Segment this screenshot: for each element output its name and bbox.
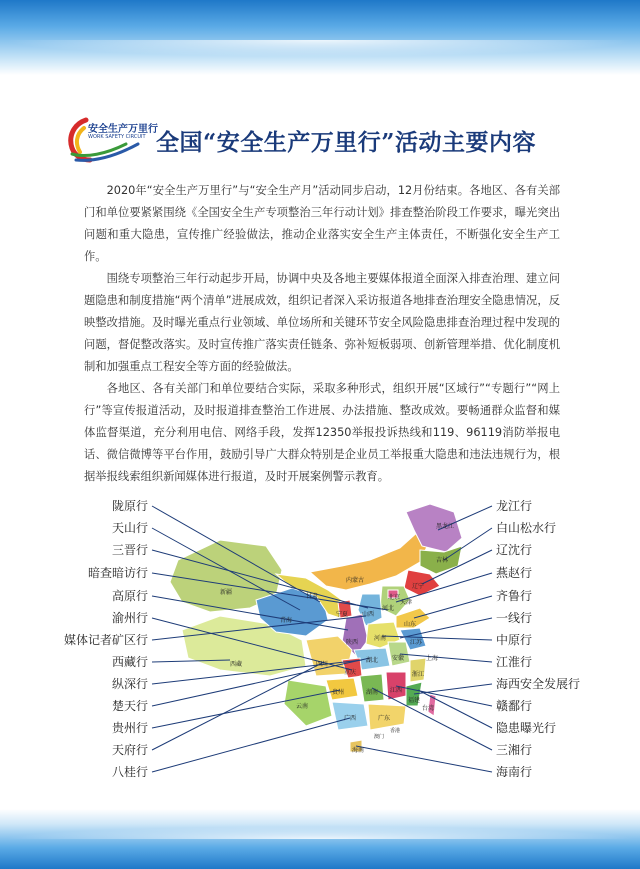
province-label: 内蒙古 bbox=[346, 577, 365, 584]
province-label: 云南 bbox=[296, 703, 309, 710]
campaign-label-right: 赣鄱行 bbox=[496, 699, 533, 713]
province-label: 山东 bbox=[404, 621, 417, 628]
campaign-label-right: 江淮行 bbox=[496, 655, 533, 669]
province-label: 海南 bbox=[352, 747, 365, 754]
logo-text-cn: 安全生产万里行 bbox=[88, 124, 158, 135]
campaign-label-right: 一线行 bbox=[496, 611, 533, 625]
province-label: 湖北 bbox=[366, 657, 379, 664]
bottom-decorative-band bbox=[0, 809, 640, 869]
province-label: 湖南 bbox=[366, 689, 379, 696]
campaign-label-left: 媒体记者矿区行 bbox=[63, 633, 148, 647]
campaign-label-left: 三晋行 bbox=[111, 543, 148, 557]
paragraph-3: 各地区、各有关部门和单位要结合实际，采取多种形式，组织开展“区域行”“专题行”“网上行”等宣传报道活动，及时报道排查整治工作进展、办法措施、整改成效。要畅通群众监督和媒体监督渠道，充分利用电信、网络手段，发挥12350举报投诉热线和119、96119消防举报电话、微信微博等平台作用，鼓励引导广大群众特别是企业员工举报重大隐患和违法违规行为，根据举报线索组织新闻媒体进行报道，及时开展案例警示教育。 bbox=[84, 382, 560, 483]
campaign-label-left: 八桂行 bbox=[111, 765, 148, 779]
province-label: 黑龙江 bbox=[436, 523, 455, 530]
campaign-label-left: 天府行 bbox=[111, 743, 148, 757]
campaign-label-right: 隐患曝光行 bbox=[496, 721, 557, 735]
province-label: 辽宁 bbox=[412, 583, 425, 590]
page-title: 全国“安全生产万里行”活动主要内容 bbox=[156, 129, 536, 156]
province-label: 广东 bbox=[378, 715, 391, 722]
province-label: 福建 bbox=[408, 697, 421, 704]
province-label: 浙江 bbox=[412, 671, 425, 678]
province-label: 天津 bbox=[400, 599, 413, 606]
china-map-figure bbox=[63, 490, 581, 790]
province-label: 香港 bbox=[390, 728, 401, 734]
province-label: 江苏 bbox=[410, 639, 423, 646]
campaign-label-left: 楚天行 bbox=[111, 699, 148, 713]
province-label: 重庆 bbox=[344, 669, 357, 676]
province-label: 上海 bbox=[426, 655, 439, 662]
campaign-label-right: 三湘行 bbox=[496, 743, 533, 757]
campaign-label-right: 燕赵行 bbox=[496, 566, 533, 580]
province-label: 新疆 bbox=[220, 589, 233, 596]
paragraph-2: 围绕专项整治三年行动起步开局，协调中央及各地主要媒体报道全面深入排查治理、建立问题隐患和制度措施“两个清单”进展成效，组织记者深入采访报道各地排查治理安全隐患情况，反映整改措施。及时曝光重点行业领域、单位场所和关键环节安全风险隐患排查治理过程中发现的问题，督促整改落实。及时宣传推广落实责任链条、弥补短板弱项、创新管理举措、优化制度机制和加强重点工程安全等方面的经验做法。 bbox=[84, 272, 560, 373]
campaign-label-left: 纵深行 bbox=[111, 677, 148, 691]
province-label: 北京 bbox=[388, 594, 401, 601]
province-label: 宁夏 bbox=[336, 611, 349, 618]
paragraph-1: 2020年“安全生产万里行”与“安全生产月”活动同步启动，12月份结束。各地区、各有关部门和单位要紧紧围绕《全国安全生产专项整治三年行动计划》排查整治阶段工作要求，曝光突出问题和重大隐患，宣传推广经验做法，推动企业落实安全生产主体责任，不断强化安全生产工作。 bbox=[84, 184, 560, 263]
campaign-label-right: 白山松水行 bbox=[496, 521, 557, 535]
province-label: 台湾 bbox=[422, 705, 435, 712]
province-label: 河南 bbox=[374, 635, 387, 642]
logo-text-en: WORK SAFETY CIRCUIT bbox=[88, 134, 146, 140]
campaign-label-right: 海西安全发展行 bbox=[496, 677, 581, 691]
campaign-label-left: 贵州行 bbox=[111, 721, 148, 735]
campaign-label-left: 暗查暗访行 bbox=[87, 566, 148, 580]
campaign-label-right: 龙江行 bbox=[496, 499, 533, 513]
province-label: 山西 bbox=[362, 611, 375, 618]
body-text bbox=[84, 180, 560, 488]
campaign-label-right: 海南行 bbox=[496, 765, 533, 779]
province-label: 甘肃 bbox=[306, 593, 319, 600]
campaign-label-left: 渝州行 bbox=[111, 611, 148, 625]
province-label: 广西 bbox=[344, 715, 357, 722]
campaign-label-left: 西藏行 bbox=[111, 655, 148, 669]
campaign-label-right: 中原行 bbox=[496, 633, 533, 647]
campaign-label-right: 辽沈行 bbox=[496, 543, 533, 557]
campaign-label-left: 天山行 bbox=[111, 521, 148, 535]
campaign-label-right: 齐鲁行 bbox=[496, 589, 533, 603]
campaign-label-left: 陇原行 bbox=[111, 499, 148, 513]
province-label: 西藏 bbox=[230, 661, 243, 668]
province-label: 江西 bbox=[390, 687, 403, 694]
province-label: 青海 bbox=[280, 617, 293, 624]
work-safety-circuit-logo bbox=[66, 114, 158, 164]
province-label: 安徽 bbox=[392, 655, 405, 662]
header bbox=[66, 112, 586, 168]
province-label: 四川 bbox=[316, 661, 329, 668]
province-label: 吉林 bbox=[436, 557, 449, 564]
province-label: 陕西 bbox=[346, 639, 359, 646]
top-decorative-band bbox=[0, 0, 640, 75]
province-label: 澳门 bbox=[374, 734, 385, 740]
province-label: 河北 bbox=[382, 605, 395, 612]
campaign-label-left: 高原行 bbox=[111, 589, 148, 603]
province-label: 贵州 bbox=[332, 689, 345, 696]
